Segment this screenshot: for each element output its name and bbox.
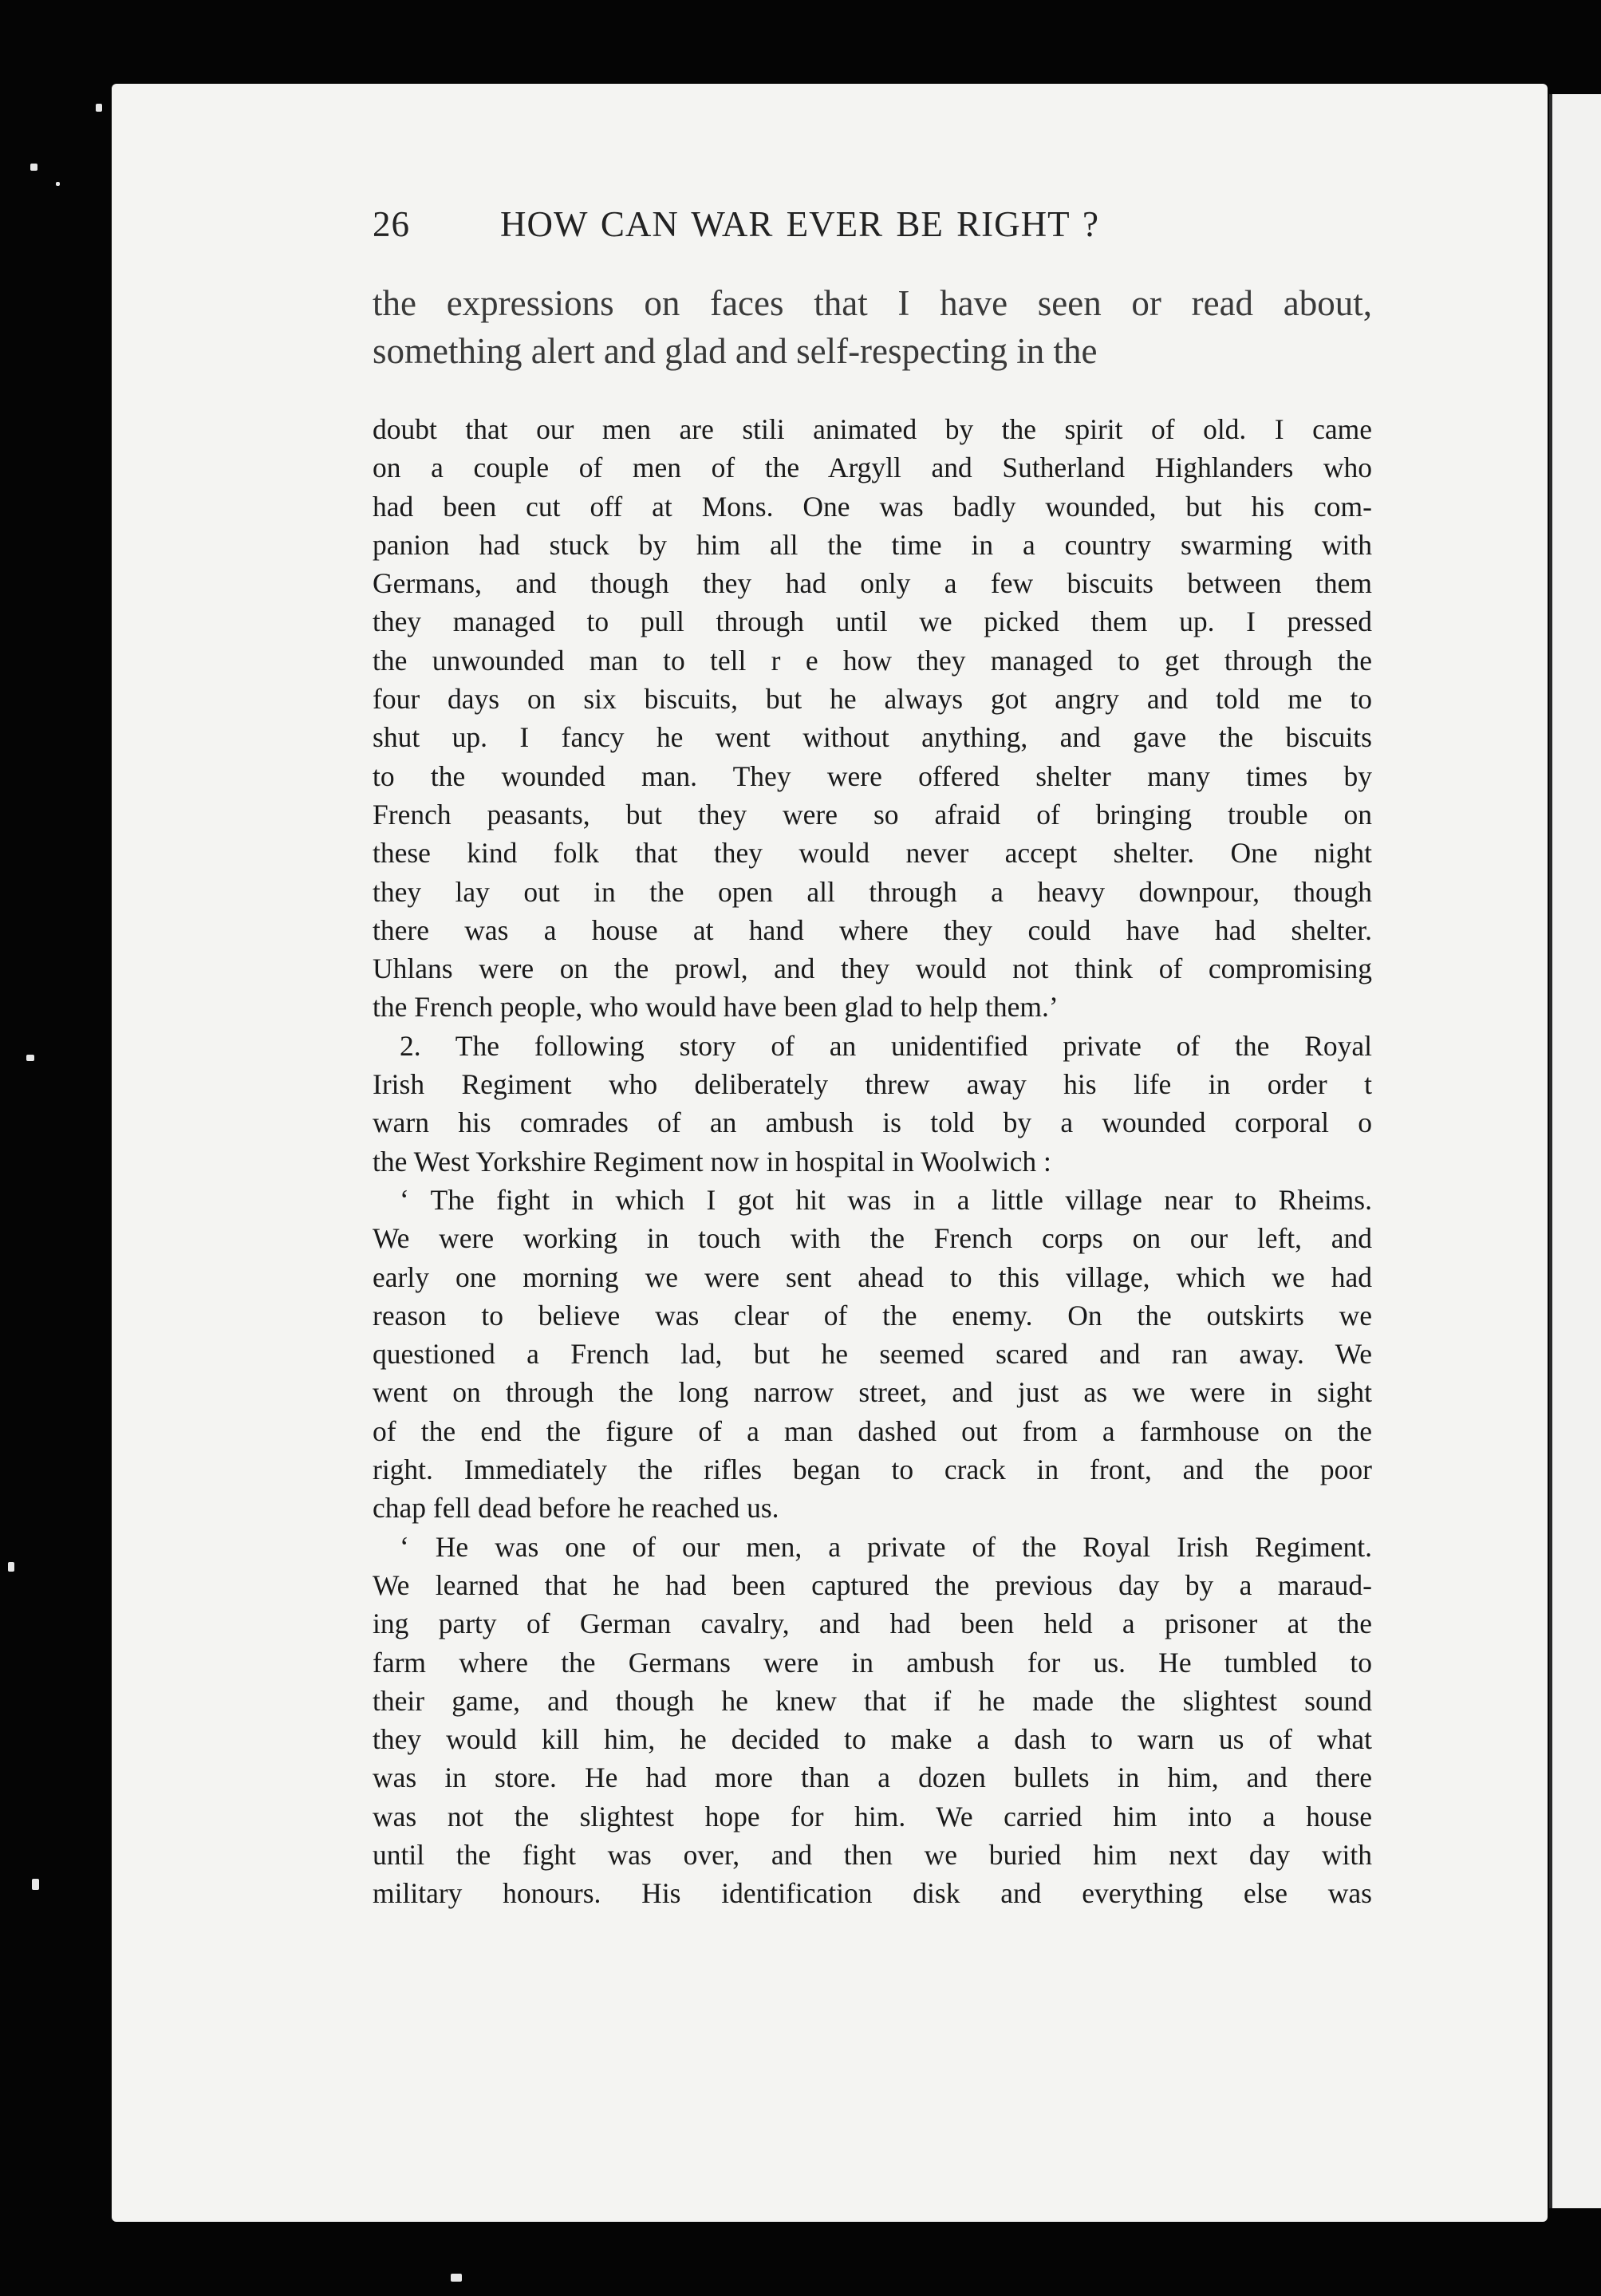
running-title: HOW CAN WAR EVER BE RIGHT ?	[500, 204, 1099, 244]
text-line: shut up. I fancy he went without anything, and gave the biscuits	[373, 721, 1372, 754]
large-text-line: the expressions on faces that I have seen or read about,	[373, 283, 1372, 323]
text-line: Uhlans were on the prowl, and they would not think of compromising	[373, 953, 1372, 985]
text-line: ‘ The fight in which I got hit was in a little village near to Rheims.	[400, 1183, 1372, 1216]
text-line: warn his comrades of an ambush is told by a wounded corporal o	[373, 1107, 1372, 1139]
text-line: early one morning we were sent ahead to this village, which we had	[373, 1260, 1372, 1293]
text-line: ‘ He was one of our men, a private of the Royal Irish Regiment.	[400, 1530, 1372, 1563]
text-line: doubt that our men are stili animated by the spirit of old. I came	[373, 413, 1372, 445]
scan-speck	[30, 164, 37, 171]
text-line: We learned that he had been captured the previous day by a maraud-	[373, 1568, 1372, 1601]
text-line: the unwounded man to tell r e how they managed to get through the	[373, 644, 1372, 677]
text-line: there was a house at hand where they could have had shelter.	[373, 913, 1372, 946]
text-line: farm where the Germans were in ambush for us. He tumbled to	[373, 1646, 1372, 1679]
text-line: was not the slightest hope for him. We carried him into a house	[373, 1800, 1372, 1832]
scan-speck	[32, 1879, 39, 1890]
text-line: French peasants, but they were so afraid of bringing trouble on	[373, 798, 1372, 830]
text-line: their game, and though he knew that if he made the slightest sound	[373, 1684, 1372, 1717]
text-line: four days on six biscuits, but he always got angry and told me to	[373, 683, 1372, 716]
text-line: right. Immediately the rifles began to crack in front, and the poor	[373, 1454, 1372, 1486]
page-number: 26	[373, 204, 410, 244]
text-line: reason to believe was clear of the enemy. On the outskirts we	[373, 1299, 1372, 1331]
text-line: went on through the long narrow street, and just as we were in sight	[373, 1376, 1372, 1409]
large-text-line: something alert and glad and self-respecting in the	[373, 331, 1098, 371]
scan-speck	[8, 1562, 14, 1572]
text-line: military honours. His identification disk and everything else was	[373, 1877, 1372, 1910]
text-line: they managed to pull through until we picked them up. I pressed	[373, 606, 1372, 638]
text-line: Irish Regiment who deliberately threw away his life in order t	[373, 1068, 1372, 1101]
text-line: of the end the figure of a man dashed out from a farmhouse on the	[373, 1414, 1372, 1447]
text-line: they lay out in the open all through a heavy downpour, though	[373, 875, 1372, 908]
text-line: 2. The following story of an unidentified private of the Royal	[400, 1029, 1372, 1062]
scan-speck	[96, 104, 102, 112]
text-line: had been cut off at Mons. One was badly wounded, but his com-	[373, 490, 1372, 523]
text-line: ing party of German cavalry, and had been held a prisoner at the	[373, 1608, 1372, 1640]
text-line: to the wounded man. They were offered shelter many times by	[373, 759, 1372, 792]
page-header	[373, 203, 1378, 251]
text-line: these kind folk that they would never accept shelter. One night	[373, 837, 1372, 870]
text-line: was in store. He had more than a dozen bullets in him, and there	[373, 1761, 1372, 1794]
text-line: on a couple of men of the Argyll and Sutherland Highlanders who	[373, 452, 1372, 484]
scan-speck	[26, 1055, 34, 1061]
text-line: until the fight was over, and then we buried him next day with	[373, 1838, 1372, 1871]
text-line: chap fell dead before he reached us.	[373, 1492, 779, 1525]
large-type-passage	[373, 279, 1372, 375]
text-line: they would kill him, he decided to make a dash to warn us of what	[373, 1723, 1372, 1756]
text-line: Germans, and though they had only a few biscuits between them	[373, 567, 1372, 600]
text-line: panion had stuck by him all the time in a country swarming with	[373, 528, 1372, 561]
scan-speck	[56, 182, 60, 186]
text-line: We were working in touch with the French corps on our left, and	[373, 1222, 1372, 1255]
text-line: the French people, who would have been glad to help them.’	[373, 991, 1059, 1024]
text-line: the West Yorkshire Regiment now in hospital in Woolwich :	[373, 1145, 1051, 1178]
facing-page-edge	[1549, 94, 1601, 2208]
scan-speck	[451, 2274, 462, 2282]
text-line: questioned a French lad, but he seemed scared and ran away. We	[373, 1338, 1372, 1371]
body-text	[373, 410, 1372, 1913]
